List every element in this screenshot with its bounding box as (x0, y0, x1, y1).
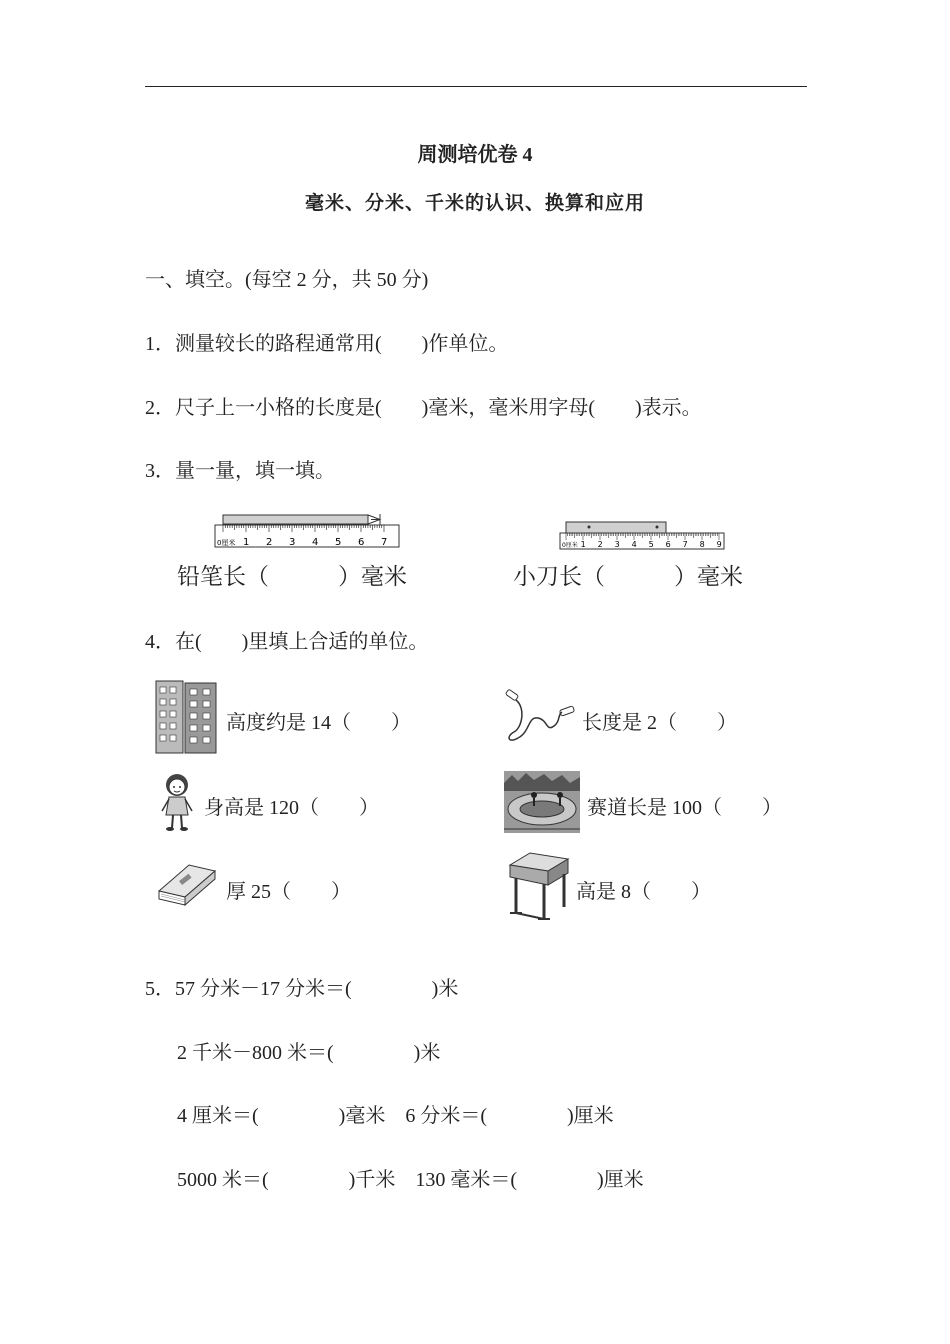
ruler1-label: 7 (381, 537, 388, 548)
ruler2-label: 4 (631, 540, 637, 549)
knife-ruler-figure (559, 520, 729, 552)
question-5-line-4: 5000 米＝( )千米 130 毫米＝( )厘米 (177, 1169, 644, 1191)
ruler1-label: 1 (243, 537, 250, 548)
item-rope-label: 长度是 2（ ） (582, 712, 737, 734)
ruler-pencil-svg (214, 512, 404, 552)
ruler2-label: 7 (682, 540, 688, 549)
ruler2-label: 5 (648, 540, 654, 549)
item-book-label: 厚 25（ ） (226, 881, 351, 903)
ruler1-label: 3 (289, 537, 296, 548)
building-image (155, 679, 219, 755)
page-subtitle: 毫米、分米、千米的认识、换算和应用 (304, 193, 645, 214)
ruler1-label: 5 (335, 537, 342, 548)
ruler-knife-svg (559, 520, 729, 552)
header-rule (145, 86, 807, 87)
ruler2-label: 3 (614, 540, 620, 549)
question-1: 1．测量较长的路程通常用( )作单位。 (145, 333, 509, 355)
knife-length-label: 小刀长（ ）毫米 (513, 564, 743, 590)
desk-image (504, 851, 570, 923)
race-track-image (504, 771, 580, 833)
question-4: 4．在( )里填上合适的单位。 (145, 631, 429, 653)
page-title: 周测培优卷 4 (417, 144, 533, 166)
ruler2-label: 2 (597, 540, 603, 549)
ruler1-label: 6 (358, 537, 365, 548)
jump-rope-image (502, 688, 580, 744)
ruler2-label: 9 (716, 540, 722, 549)
item-track-label: 赛道长是 100（ ） (587, 797, 782, 819)
ruler2-unit: 0厘米 (562, 542, 578, 549)
item-building-label: 高度约是 14（ ） (226, 712, 411, 734)
question-5-line-3: 4 厘米＝( )毫米 6 分米＝( )厘米 (177, 1105, 614, 1127)
item-girl-label: 身高是 120（ ） (204, 797, 379, 819)
ruler2-label: 1 (580, 540, 586, 549)
pencil-ruler-figure (214, 512, 404, 552)
item-desk-label: 高是 8（ ） (576, 881, 711, 903)
girl-image (157, 771, 197, 833)
ruler2-label: 6 (665, 540, 671, 549)
ruler2-label: 8 (699, 540, 705, 549)
section-heading: 一、填空。(每空 2 分，共 50 分) (145, 269, 429, 291)
question-5-line-1: 5．57 分米－17 分米＝( )米 (145, 978, 459, 1000)
question-3: 3．量一量，填一填。 (145, 460, 335, 482)
ruler1-unit: 0厘米 (217, 539, 236, 547)
question-2: 2．尺子上一小格的长度是( )毫米，毫米用字母( )表示。 (145, 397, 702, 419)
book-image (157, 861, 217, 907)
question-5-line-2: 2 千米－800 米＝( )米 (177, 1042, 441, 1064)
pencil-length-label: 铅笔长（ ）毫米 (177, 564, 407, 590)
ruler1-label: 4 (312, 537, 319, 548)
ruler1-label: 2 (266, 537, 273, 548)
